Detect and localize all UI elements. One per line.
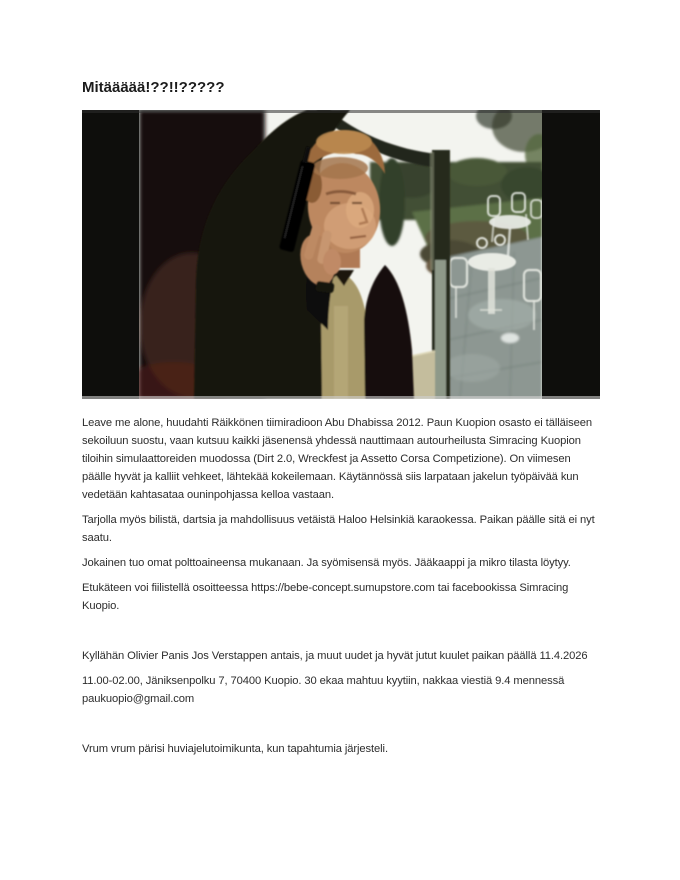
video-still-figure [82, 110, 600, 399]
paragraph-signoff: Vrum vrum pärisi huviajelutoimikunta, kun tapahtumia järjesteli. [82, 743, 388, 755]
video-still-image [82, 110, 600, 399]
paragraph-spacer-1 [82, 622, 600, 640]
paragraph-spacer-2 [82, 715, 600, 733]
paragraph-links: Etukäteen voi fiilistellä osoitteessa https://bebe-concept.sumupstore.com tai facebookissa Simracing Kuopio. [82, 582, 569, 612]
document-content [82, 78, 600, 765]
paragraph-address: 11.00-02.00, Jäniksenpolku 7, 70400 Kuopio. 30 ekaa mahtuu kyytiin, nakkaa viestiä 9.4 mennessä paukuopio@gmail.com [82, 675, 565, 705]
paragraph-food: Jokainen tuo omat polttoaineensa mukanaan. Ja syömisensä myös. Jääkaappi ja mikro tilasta löytyy. [82, 557, 571, 569]
paragraph-intro: Leave me alone, huudahti Räikkönen tiimiradioon Abu Dhabissa 2012. Paun Kuopion osasto ei tälläiseen sekoiluun suostu, vaan kutsuu kaikki jäsenensä yhdessä nauttimaan autourheilusta Simracing Kuopion tiloihin simulaattoreiden muodossa (Dirt 2.0, Wreckfest ja Assetto Corsa Competizione). On viimesen päälle hyvät ja kalliit vehkeet, lähtekää kokeilemaan. Käytännössä siis larpataan jakelun työpäivää kun vedetään kahtasataa ouninpohjassa kelloa vastaan. [82, 417, 592, 501]
paragraph-activities: Tarjolla myös bilistä, dartsia ja mahdollisuus vetäistä Haloo Helsinkiä karaokessa. Paikan päälle sitä ei nyt saatu. [82, 514, 595, 544]
paragraph-date: Kyllähän Olivier Panis Jos Verstappen antais, ja muut uudet ja hyvät jutut kuulet paikan päällä 11.4.2026 [82, 650, 588, 662]
page-title: Mitäääää!??!!????? [82, 79, 225, 96]
